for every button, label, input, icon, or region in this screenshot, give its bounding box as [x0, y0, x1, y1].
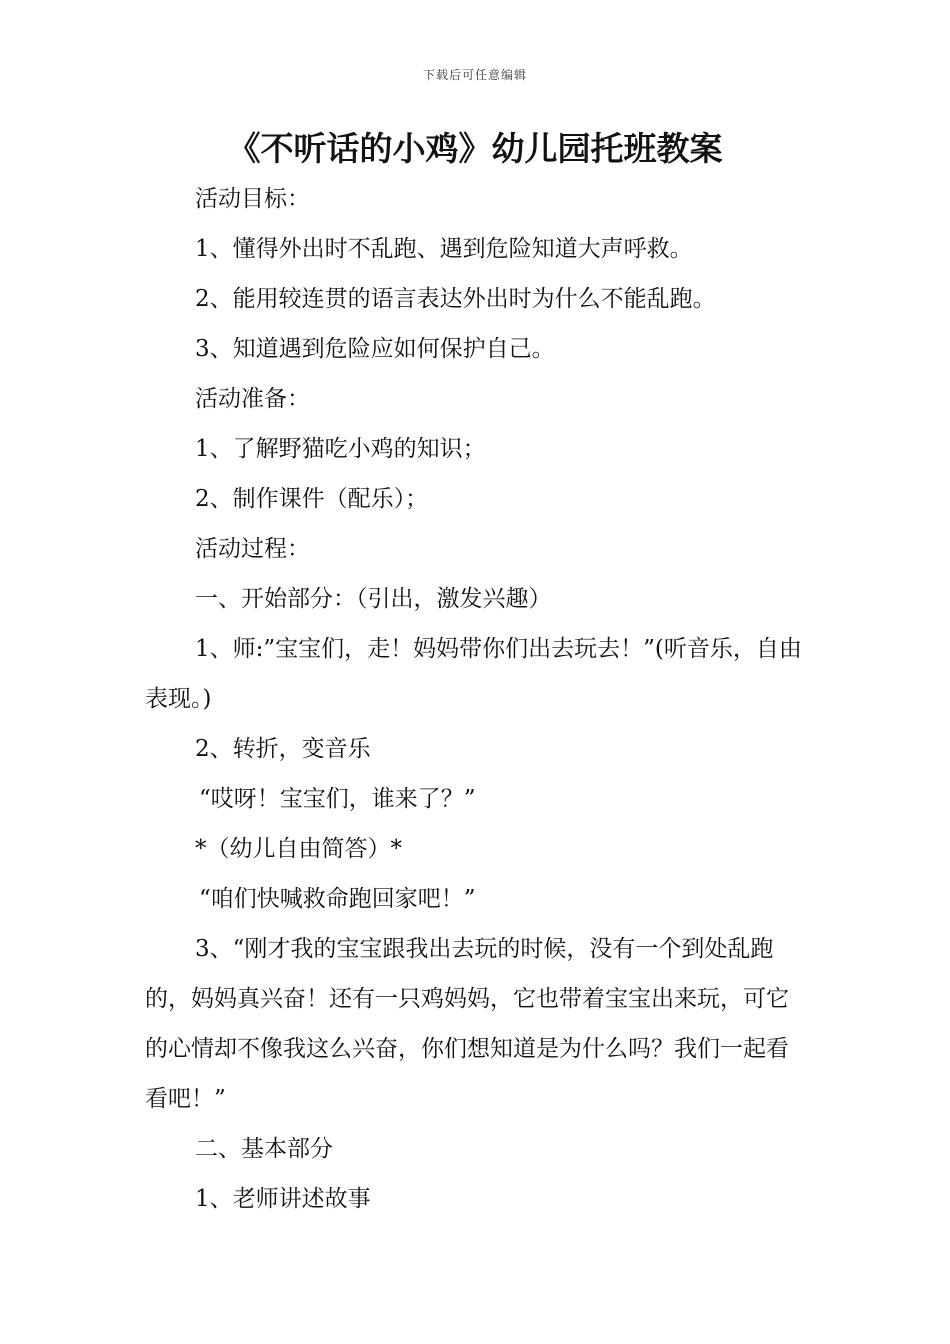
preparation-item-2: 2、制作课件（配乐）；	[195, 486, 429, 512]
process-part-2-heading: 二、基本部分	[195, 1136, 333, 1162]
goal-item-2: 2、能用较连贯的语言表达外出时为什么不能乱跑。	[195, 286, 716, 312]
process-step-1: 1、师:”宝宝们，走！妈妈带你们出去玩去！”(听音乐，自由表现。)	[145, 636, 802, 712]
document-body	[145, 174, 810, 1224]
section-heading-process: 活动过程：	[195, 536, 310, 562]
quote-line-1: “哎呀！宝宝们，谁来了？”	[199, 786, 476, 812]
process-step-2: 2、转折，变音乐	[195, 736, 371, 762]
goal-item-1: 1、懂得外出时不乱跑、遇到危险知道大声呼救。	[195, 236, 693, 262]
page-header-note: 下载后可任意编辑	[422, 68, 527, 82]
process-part-1-heading: 一、开始部分：（引出，激发兴趣）	[195, 586, 552, 612]
section-heading-preparation: 活动准备：	[195, 386, 310, 412]
document-title: 《不听话的小鸡》幼儿园托班教案	[227, 129, 723, 168]
goal-item-3: 3、知道遇到危险应如何保护自己。	[195, 336, 555, 362]
quote-line-2: “咱们快喊救命跑回家吧！”	[199, 886, 476, 912]
section-heading-goals: 活动目标：	[195, 186, 310, 212]
process-part-2-step-1: 1、老师讲述故事	[195, 1186, 371, 1212]
preparation-item-1: 1、了解野猫吃小鸡的知识；	[195, 436, 486, 462]
process-step-3: 3、“刚才我的宝宝跟我出去玩的时候，没有一个到处乱跑的，妈妈真兴奋！还有一只鸡妈妈，它也带着宝宝出来玩，可它的心情却不像我这么兴奋，你们想知道是为什么吗？我们一起看看吧！”	[145, 936, 789, 1112]
child-response-note: *（幼儿自由简答）*	[195, 836, 402, 862]
